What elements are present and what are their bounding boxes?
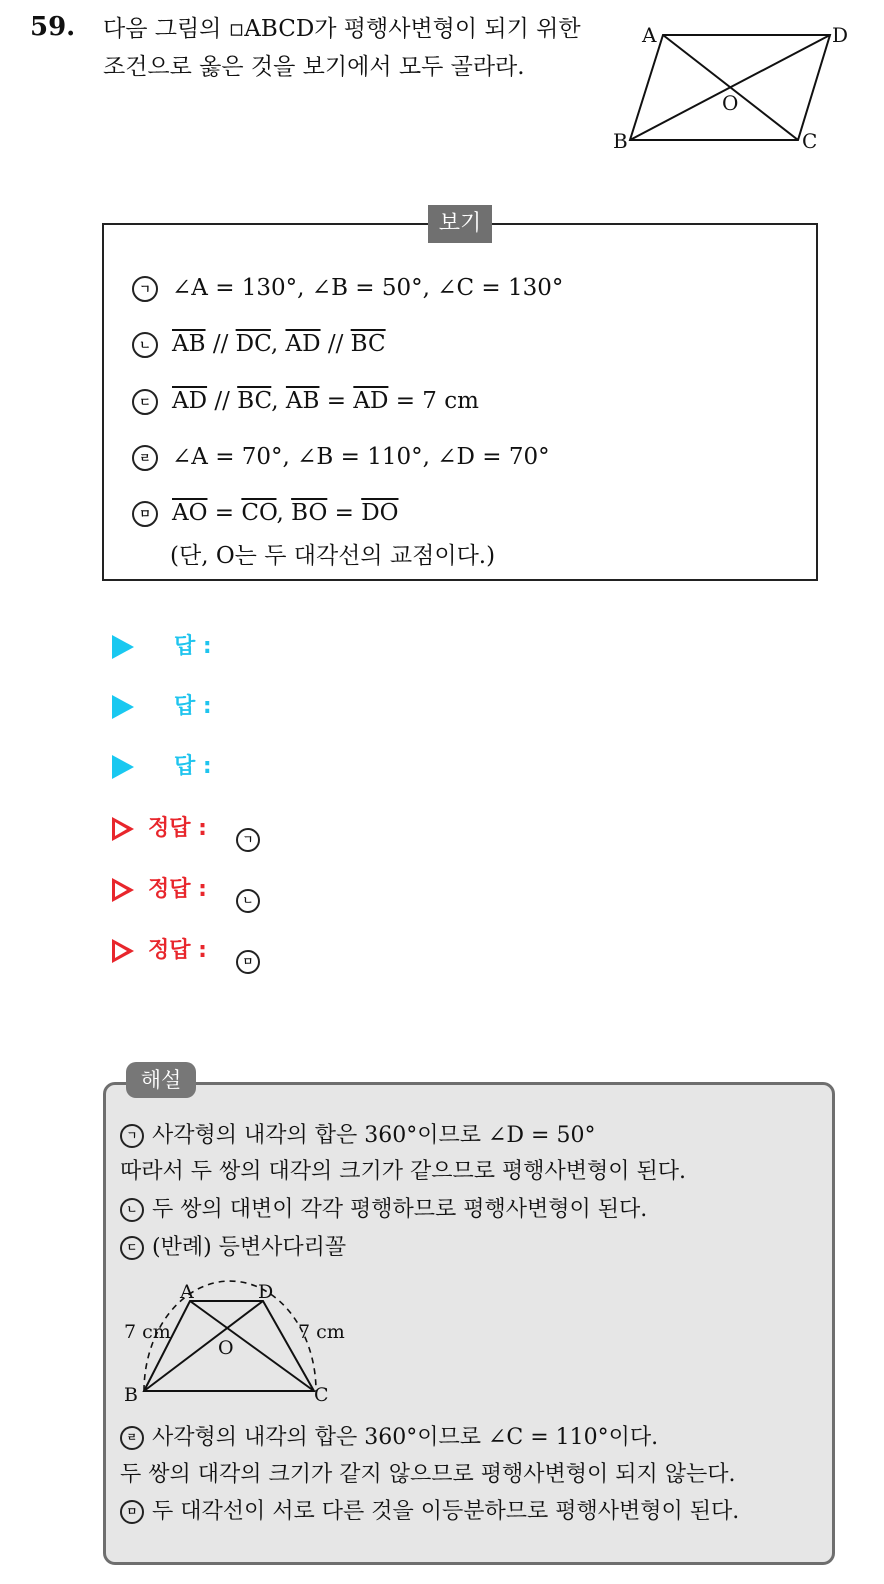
- solution-text: 사각형의 내각의 합은 360°이므로 ∠C = 110°이다.: [152, 1425, 659, 1450]
- label-o: O: [722, 91, 739, 115]
- segment-co: $\overline{CO}$: [241, 500, 277, 526]
- circled-marker: ㄱ: [236, 828, 260, 852]
- segment-ab: $\overline{AB}$: [172, 331, 206, 357]
- length-left: 7 cm: [124, 1321, 171, 1343]
- solution-line-7: [120, 1494, 739, 1530]
- option-marker: ㄷ: [132, 389, 158, 415]
- answer-blank-1: [108, 627, 408, 667]
- option-sep: //: [320, 331, 351, 357]
- option-1: [132, 271, 563, 305]
- solution-text: 사각형의 내각의 합은 360°이므로 ∠D = 50°: [152, 1123, 596, 1148]
- solution-marker: ㄷ: [120, 1236, 144, 1260]
- outline-play-icon: [112, 878, 134, 902]
- option-sep: = 7 cm: [388, 388, 479, 414]
- option-sep: //: [207, 388, 238, 414]
- solution-text: (반례) 등변사다리꼴: [152, 1235, 347, 1260]
- trapezoid-figure: [118, 1276, 358, 1406]
- label-a: A: [642, 23, 657, 47]
- correct-value: [236, 939, 260, 979]
- solution-line-3: [120, 1192, 647, 1228]
- solution-marker: ㄱ: [120, 1124, 144, 1148]
- segment-bc: $\overline{BC}$: [350, 331, 386, 357]
- option-text: ∠A = 70°, ∠B = 110°, ∠D = 70°: [172, 444, 550, 470]
- solution-line-5: [120, 1420, 658, 1456]
- option-4: [132, 440, 550, 474]
- label-d: D: [258, 1281, 274, 1303]
- diagonal-bd: [144, 1301, 263, 1391]
- segment-ad: $\overline{AD}$: [172, 388, 208, 414]
- solution-marker: ㅁ: [120, 1500, 144, 1524]
- label-b: B: [613, 129, 628, 153]
- correct-value: [236, 878, 260, 918]
- play-icon: [112, 635, 134, 659]
- segment-dc: $\overline{DC}$: [235, 331, 271, 357]
- play-icon: [112, 755, 134, 779]
- question-text: 다음 그림의 ▫ABCD가 평행사변형이 되기 위한 조건으로 옳은 것을 보기에서 모두 골라라.: [103, 16, 581, 80]
- correct-answer-2: [108, 870, 408, 910]
- option-marker: ㄴ: [132, 332, 158, 358]
- solution-label: 해설: [126, 1062, 196, 1098]
- question-number: 59.: [30, 12, 76, 42]
- label-c: C: [314, 1384, 329, 1406]
- circled-marker: ㄴ: [236, 889, 260, 913]
- label-a: A: [180, 1281, 194, 1303]
- solution-line-4: [120, 1230, 346, 1266]
- segment-ad: $\overline{AD}$: [285, 331, 321, 357]
- outline-play-icon: [112, 939, 134, 963]
- correct-label: 정답 :: [148, 816, 207, 841]
- option-sep: ,: [276, 500, 292, 526]
- diagonal-bd: [630, 35, 830, 140]
- answer-label: 답 :: [174, 754, 212, 779]
- option-3: [132, 384, 479, 418]
- solution-marker: ㄴ: [120, 1198, 144, 1222]
- option-2: [132, 327, 386, 361]
- segment-ab: $\overline{AB}$: [285, 388, 320, 414]
- circled-marker: ㅁ: [236, 950, 260, 974]
- solution-text: 두 쌍의 대변이 각각 평행하므로 평행사변형이 된다.: [152, 1197, 648, 1222]
- solution-text: 따라서 두 쌍의 대각의 크기가 같으므로 평행사변형이 된다.: [120, 1159, 686, 1184]
- segment-bc: $\overline{BC}$: [237, 388, 272, 414]
- answer-blank-2: [108, 687, 408, 727]
- option-sep: =: [327, 500, 362, 526]
- option-sep: //: [205, 331, 236, 357]
- option-marker: ㄹ: [132, 445, 158, 471]
- diagonal-ac: [190, 1301, 314, 1391]
- option-5: [132, 496, 399, 530]
- outline-play-icon: [112, 817, 134, 841]
- answer-label: 답 :: [174, 634, 212, 659]
- parallelogram-figure: [608, 20, 858, 160]
- solution-marker: ㄹ: [120, 1426, 144, 1450]
- correct-label: 정답 :: [148, 938, 207, 963]
- answer-label: 답 :: [174, 694, 212, 719]
- solution-text: 두 쌍의 대각의 크기가 같지 않으므로 평행사변형이 되지 않는다.: [120, 1462, 736, 1487]
- solution-line-1: [120, 1118, 595, 1154]
- length-right: 7 cm: [298, 1321, 345, 1343]
- solution-line-2: [120, 1154, 686, 1190]
- correct-label: 정답 :: [148, 877, 207, 902]
- label-c: C: [802, 129, 818, 153]
- option-marker: ㅁ: [132, 501, 158, 527]
- correct-answer-3: [108, 931, 408, 971]
- solution-line-6: [120, 1457, 736, 1493]
- option-text: ∠A = 130°, ∠B = 50°, ∠C = 130°: [172, 275, 564, 301]
- label-b: B: [124, 1384, 138, 1406]
- correct-answer-1: [108, 809, 408, 849]
- option-note: (단, O는 두 대각선의 교점이다.): [170, 543, 496, 569]
- solution-text: 두 대각선이 서로 다른 것을 이등분하므로 평행사변형이 된다.: [152, 1499, 740, 1524]
- play-icon: [112, 695, 134, 719]
- label-o: O: [218, 1337, 234, 1359]
- option-sep: =: [319, 388, 354, 414]
- segment-bo: $\overline{BO}$: [291, 500, 328, 526]
- segment-ao: $\overline{AO}$: [172, 500, 208, 526]
- segment-do: $\overline{DO}$: [361, 500, 399, 526]
- correct-value: [236, 817, 260, 857]
- option-sep: ,: [270, 331, 286, 357]
- option-sep: ,: [271, 388, 286, 414]
- bogi-label: 보기: [428, 205, 492, 243]
- option-sep: =: [207, 500, 242, 526]
- label-d: D: [832, 23, 849, 47]
- segment-ad: $\overline{AD}$: [353, 388, 389, 414]
- answer-blank-3: [108, 747, 408, 787]
- option-marker: ㄱ: [132, 276, 158, 302]
